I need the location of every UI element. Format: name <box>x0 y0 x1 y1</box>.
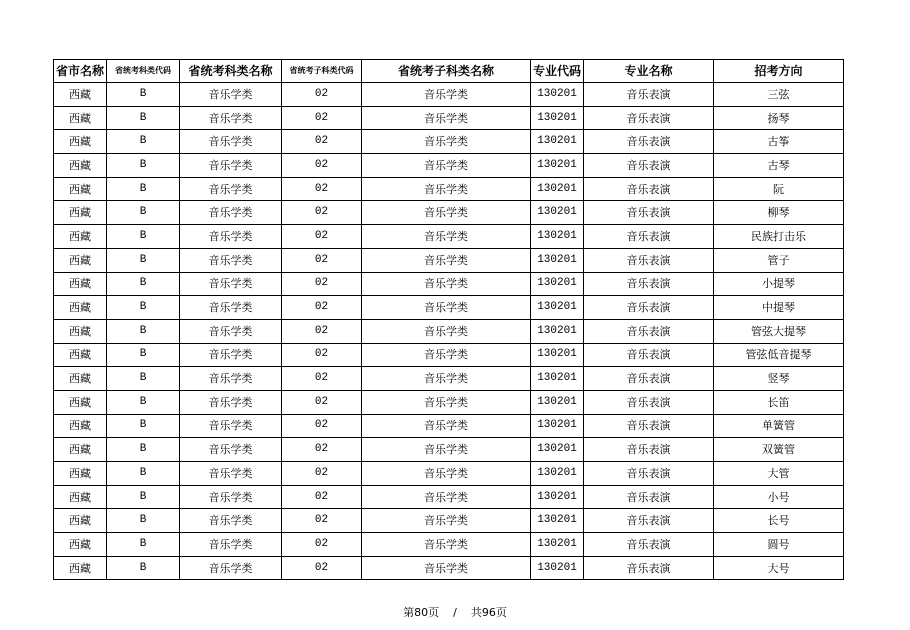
cell-province: 西藏 <box>54 83 107 107</box>
cell-province: 西藏 <box>54 130 107 154</box>
cell-major-name: 音乐表演 <box>584 343 714 367</box>
cell-direction: 管弦大提琴 <box>714 319 844 343</box>
cell-category-name: 音乐学类 <box>180 367 282 391</box>
cell-category-name: 音乐学类 <box>180 485 282 509</box>
cell-direction: 竖琴 <box>714 367 844 391</box>
cell-subcategory-code: 02 <box>282 201 362 225</box>
cell-category-name: 音乐学类 <box>180 390 282 414</box>
cell-subcategory-code: 02 <box>282 225 362 249</box>
cell-subcategory-name: 音乐学类 <box>362 390 531 414</box>
cell-category-name: 音乐学类 <box>180 225 282 249</box>
cell-category-code: B <box>107 390 180 414</box>
cell-subcategory-name: 音乐学类 <box>362 225 531 249</box>
cell-subcategory-name: 音乐学类 <box>362 367 531 391</box>
cell-province: 西藏 <box>54 177 107 201</box>
cell-major-name: 音乐表演 <box>584 225 714 249</box>
cell-category-name: 音乐学类 <box>180 533 282 557</box>
cell-major-name: 音乐表演 <box>584 130 714 154</box>
page-footer <box>0 604 910 620</box>
cell-major-code: 130201 <box>531 177 584 201</box>
cell-category-code: B <box>107 343 180 367</box>
cell-subcategory-code: 02 <box>282 154 362 178</box>
cell-category-name: 音乐学类 <box>180 509 282 533</box>
cell-province: 西藏 <box>54 106 107 130</box>
header-category-code: 省统考科类代码 <box>107 60 180 83</box>
cell-major-code: 130201 <box>531 130 584 154</box>
cell-category-name: 音乐学类 <box>180 462 282 486</box>
cell-subcategory-code: 02 <box>282 414 362 438</box>
cell-subcategory-code: 02 <box>282 533 362 557</box>
cell-major-code: 130201 <box>531 556 584 580</box>
header-subcategory-code: 省统考子科类代码 <box>282 60 362 83</box>
header-major-name: 专业名称 <box>584 60 714 83</box>
cell-province: 西藏 <box>54 556 107 580</box>
table-row <box>54 296 844 320</box>
cell-subcategory-code: 02 <box>282 130 362 154</box>
cell-subcategory-name: 音乐学类 <box>362 106 531 130</box>
cell-major-name: 音乐表演 <box>584 390 714 414</box>
cell-category-name: 音乐学类 <box>180 177 282 201</box>
cell-category-name: 音乐学类 <box>180 154 282 178</box>
cell-major-code: 130201 <box>531 201 584 225</box>
cell-province: 西藏 <box>54 296 107 320</box>
cell-direction: 三弦 <box>714 83 844 107</box>
cell-major-code: 130201 <box>531 319 584 343</box>
cell-category-code: B <box>107 225 180 249</box>
enrollment-table <box>53 59 844 580</box>
cell-direction: 管弦低音提琴 <box>714 343 844 367</box>
cell-major-name: 音乐表演 <box>584 556 714 580</box>
cell-direction: 大号 <box>714 556 844 580</box>
cell-major-name: 音乐表演 <box>584 414 714 438</box>
cell-major-code: 130201 <box>531 272 584 296</box>
cell-major-name: 音乐表演 <box>584 462 714 486</box>
cell-direction: 扬琴 <box>714 106 844 130</box>
header-row <box>54 60 844 83</box>
cell-subcategory-code: 02 <box>282 106 362 130</box>
cell-subcategory-code: 02 <box>282 319 362 343</box>
cell-direction: 民族打击乐 <box>714 225 844 249</box>
cell-subcategory-code: 02 <box>282 509 362 533</box>
cell-subcategory-code: 02 <box>282 462 362 486</box>
cell-province: 西藏 <box>54 272 107 296</box>
cell-major-name: 音乐表演 <box>584 367 714 391</box>
cell-direction: 古琴 <box>714 154 844 178</box>
cell-province: 西藏 <box>54 225 107 249</box>
cell-major-code: 130201 <box>531 248 584 272</box>
cell-subcategory-name: 音乐学类 <box>362 83 531 107</box>
cell-direction: 管子 <box>714 248 844 272</box>
cell-category-code: B <box>107 533 180 557</box>
cell-category-name: 音乐学类 <box>180 201 282 225</box>
cell-province: 西藏 <box>54 462 107 486</box>
cell-province: 西藏 <box>54 319 107 343</box>
cell-major-name: 音乐表演 <box>584 296 714 320</box>
cell-direction: 长笛 <box>714 390 844 414</box>
cell-category-name: 音乐学类 <box>180 414 282 438</box>
cell-subcategory-code: 02 <box>282 390 362 414</box>
cell-subcategory-name: 音乐学类 <box>362 509 531 533</box>
cell-major-name: 音乐表演 <box>584 201 714 225</box>
cell-category-code: B <box>107 485 180 509</box>
cell-direction: 阮 <box>714 177 844 201</box>
cell-province: 西藏 <box>54 343 107 367</box>
table-row <box>54 177 844 201</box>
header-direction: 招考方向 <box>714 60 844 83</box>
cell-direction: 双簧管 <box>714 438 844 462</box>
table-row <box>54 462 844 486</box>
cell-major-code: 130201 <box>531 390 584 414</box>
cell-subcategory-code: 02 <box>282 83 362 107</box>
cell-subcategory-code: 02 <box>282 367 362 391</box>
cell-subcategory-name: 音乐学类 <box>362 130 531 154</box>
cell-category-name: 音乐学类 <box>180 248 282 272</box>
table-row <box>54 438 844 462</box>
page-separator: / <box>453 606 457 619</box>
cell-major-code: 130201 <box>531 296 584 320</box>
table-row <box>54 319 844 343</box>
cell-major-code: 130201 <box>531 414 584 438</box>
cell-subcategory-code: 02 <box>282 438 362 462</box>
table-row <box>54 154 844 178</box>
cell-major-code: 130201 <box>531 438 584 462</box>
cell-direction: 大管 <box>714 462 844 486</box>
cell-province: 西藏 <box>54 248 107 272</box>
table-row <box>54 390 844 414</box>
cell-subcategory-name: 音乐学类 <box>362 414 531 438</box>
cell-major-name: 音乐表演 <box>584 154 714 178</box>
cell-subcategory-code: 02 <box>282 296 362 320</box>
cell-direction: 圆号 <box>714 533 844 557</box>
cell-category-name: 音乐学类 <box>180 130 282 154</box>
cell-subcategory-name: 音乐学类 <box>362 248 531 272</box>
cell-subcategory-code: 02 <box>282 272 362 296</box>
cell-province: 西藏 <box>54 201 107 225</box>
cell-direction: 柳琴 <box>714 201 844 225</box>
cell-category-name: 音乐学类 <box>180 83 282 107</box>
cell-major-name: 音乐表演 <box>584 177 714 201</box>
cell-category-code: B <box>107 106 180 130</box>
cell-direction: 古筝 <box>714 130 844 154</box>
table-row <box>54 248 844 272</box>
cell-subcategory-code: 02 <box>282 248 362 272</box>
cell-province: 西藏 <box>54 485 107 509</box>
cell-category-code: B <box>107 201 180 225</box>
header-category-name: 省统考科类名称 <box>180 60 282 83</box>
cell-province: 西藏 <box>54 390 107 414</box>
cell-category-name: 音乐学类 <box>180 272 282 296</box>
cell-major-name: 音乐表演 <box>584 83 714 107</box>
cell-category-code: B <box>107 462 180 486</box>
cell-major-name: 音乐表演 <box>584 509 714 533</box>
cell-category-name: 音乐学类 <box>180 556 282 580</box>
cell-province: 西藏 <box>54 414 107 438</box>
cell-category-code: B <box>107 296 180 320</box>
cell-category-code: B <box>107 556 180 580</box>
table-body <box>54 83 844 580</box>
page-total: 共96页 <box>470 606 507 619</box>
cell-subcategory-name: 音乐学类 <box>362 201 531 225</box>
cell-category-code: B <box>107 319 180 343</box>
cell-major-code: 130201 <box>531 533 584 557</box>
cell-province: 西藏 <box>54 438 107 462</box>
cell-major-name: 音乐表演 <box>584 485 714 509</box>
cell-subcategory-name: 音乐学类 <box>362 272 531 296</box>
cell-direction: 单簧管 <box>714 414 844 438</box>
cell-category-code: B <box>107 177 180 201</box>
cell-subcategory-name: 音乐学类 <box>362 154 531 178</box>
table-row <box>54 83 844 107</box>
cell-category-code: B <box>107 83 180 107</box>
table-row <box>54 367 844 391</box>
cell-category-name: 音乐学类 <box>180 438 282 462</box>
table-row <box>54 106 844 130</box>
cell-subcategory-name: 音乐学类 <box>362 556 531 580</box>
cell-subcategory-name: 音乐学类 <box>362 296 531 320</box>
cell-subcategory-code: 02 <box>282 343 362 367</box>
cell-direction: 小号 <box>714 485 844 509</box>
cell-major-name: 音乐表演 <box>584 319 714 343</box>
cell-category-name: 音乐学类 <box>180 106 282 130</box>
cell-major-code: 130201 <box>531 154 584 178</box>
table-row <box>54 343 844 367</box>
header-province: 省市名称 <box>54 60 107 83</box>
table-row <box>54 130 844 154</box>
cell-major-name: 音乐表演 <box>584 533 714 557</box>
table-row <box>54 201 844 225</box>
cell-major-name: 音乐表演 <box>584 106 714 130</box>
cell-major-code: 130201 <box>531 509 584 533</box>
cell-category-code: B <box>107 272 180 296</box>
cell-category-code: B <box>107 367 180 391</box>
cell-category-code: B <box>107 509 180 533</box>
cell-subcategory-code: 02 <box>282 556 362 580</box>
cell-category-name: 音乐学类 <box>180 296 282 320</box>
cell-province: 西藏 <box>54 509 107 533</box>
cell-major-code: 130201 <box>531 367 584 391</box>
cell-direction: 长号 <box>714 509 844 533</box>
cell-major-code: 130201 <box>531 462 584 486</box>
cell-major-name: 音乐表演 <box>584 438 714 462</box>
table-row <box>54 272 844 296</box>
table-row <box>54 485 844 509</box>
cell-category-name: 音乐学类 <box>180 319 282 343</box>
cell-subcategory-name: 音乐学类 <box>362 343 531 367</box>
cell-province: 西藏 <box>54 367 107 391</box>
cell-subcategory-name: 音乐学类 <box>362 533 531 557</box>
cell-subcategory-code: 02 <box>282 177 362 201</box>
header-subcategory-name: 省统考子科类名称 <box>362 60 531 83</box>
cell-province: 西藏 <box>54 533 107 557</box>
cell-category-code: B <box>107 438 180 462</box>
table-row <box>54 533 844 557</box>
cell-direction: 小提琴 <box>714 272 844 296</box>
cell-major-code: 130201 <box>531 225 584 249</box>
header-major-code: 专业代码 <box>531 60 584 83</box>
cell-category-code: B <box>107 414 180 438</box>
table-row <box>54 225 844 249</box>
cell-major-code: 130201 <box>531 83 584 107</box>
cell-category-name: 音乐学类 <box>180 343 282 367</box>
cell-major-code: 130201 <box>531 106 584 130</box>
table-row <box>54 556 844 580</box>
table-row <box>54 509 844 533</box>
cell-subcategory-code: 02 <box>282 485 362 509</box>
cell-direction: 中提琴 <box>714 296 844 320</box>
cell-subcategory-name: 音乐学类 <box>362 177 531 201</box>
cell-category-code: B <box>107 154 180 178</box>
cell-major-code: 130201 <box>531 343 584 367</box>
cell-major-name: 音乐表演 <box>584 248 714 272</box>
cell-major-name: 音乐表演 <box>584 272 714 296</box>
cell-category-code: B <box>107 130 180 154</box>
cell-subcategory-name: 音乐学类 <box>362 319 531 343</box>
cell-category-code: B <box>107 248 180 272</box>
page-number: 第80页 <box>403 606 440 619</box>
cell-province: 西藏 <box>54 154 107 178</box>
cell-subcategory-name: 音乐学类 <box>362 462 531 486</box>
cell-major-code: 130201 <box>531 485 584 509</box>
cell-subcategory-name: 音乐学类 <box>362 438 531 462</box>
cell-subcategory-name: 音乐学类 <box>362 485 531 509</box>
table-row <box>54 414 844 438</box>
